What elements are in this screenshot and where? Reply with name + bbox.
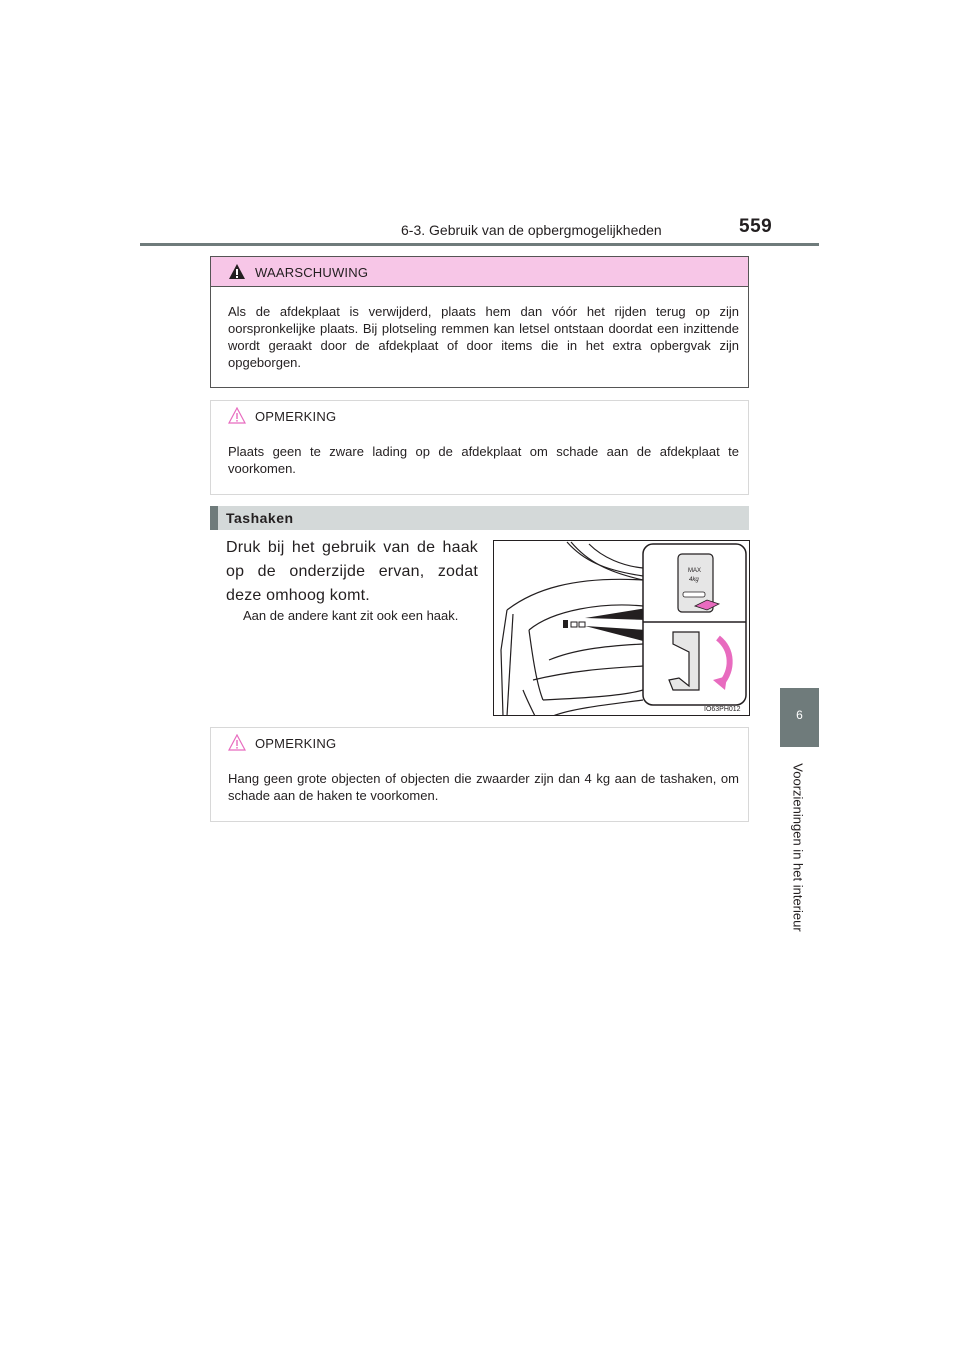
warning-header [211, 257, 748, 287]
running-header-section: 6-3. Gebruik van de opbergmogelijkheden [401, 222, 662, 238]
instruction-subnote: Aan de andere kant zit ook een haak. [243, 608, 459, 623]
note-body: Plaats geen te zware lading op de afdekplaat om schade aan de afdekplaat te voorkomen. [228, 444, 739, 476]
page-number: 559 [739, 216, 773, 237]
figure-id: IO63PH012 [704, 706, 741, 713]
tote-hook-illustration [493, 540, 750, 716]
note-title: OPMERKING [255, 736, 337, 751]
chapter-tab [780, 688, 819, 747]
header-rule [140, 243, 819, 246]
section-title: Tashaken [226, 510, 294, 526]
warning-icon [228, 263, 246, 280]
section-heading [210, 506, 749, 530]
note-box [210, 400, 749, 495]
note-title: OPMERKING [255, 409, 337, 424]
chapter-number: 6 [796, 708, 803, 722]
instruction-text: Druk bij het gebruik van de haak op de onderzijde ervan, zodat deze omhoog komt. [226, 539, 478, 604]
note-body: Hang geen grote objecten of objecten die zwaarder zijn dan 4 kg aan de tashaken, om schade aan de haken te voorkomen. [228, 771, 739, 803]
warning-box [210, 256, 749, 388]
weight-label: 4kg [689, 577, 699, 583]
chapter-title: Voorzieningen in het interieur [790, 763, 806, 932]
max-label: MAX [688, 568, 702, 574]
note-box [210, 727, 749, 822]
section-heading-bar [210, 506, 218, 530]
warning-title: WAARSCHUWING [255, 265, 369, 280]
caution-icon [228, 407, 246, 424]
caution-icon [228, 734, 246, 751]
warning-body: Als de afdekplaat is verwijderd, plaats hem dan vóór het rijden terug op zijn oorspronkelijke plaats. Bij plotseling remmen kan letsel ontstaan doordat een inzittende wordt geraakt door de afdekplaat of door items die in het extra opbergvak zijn opgeborgen. [228, 304, 739, 370]
